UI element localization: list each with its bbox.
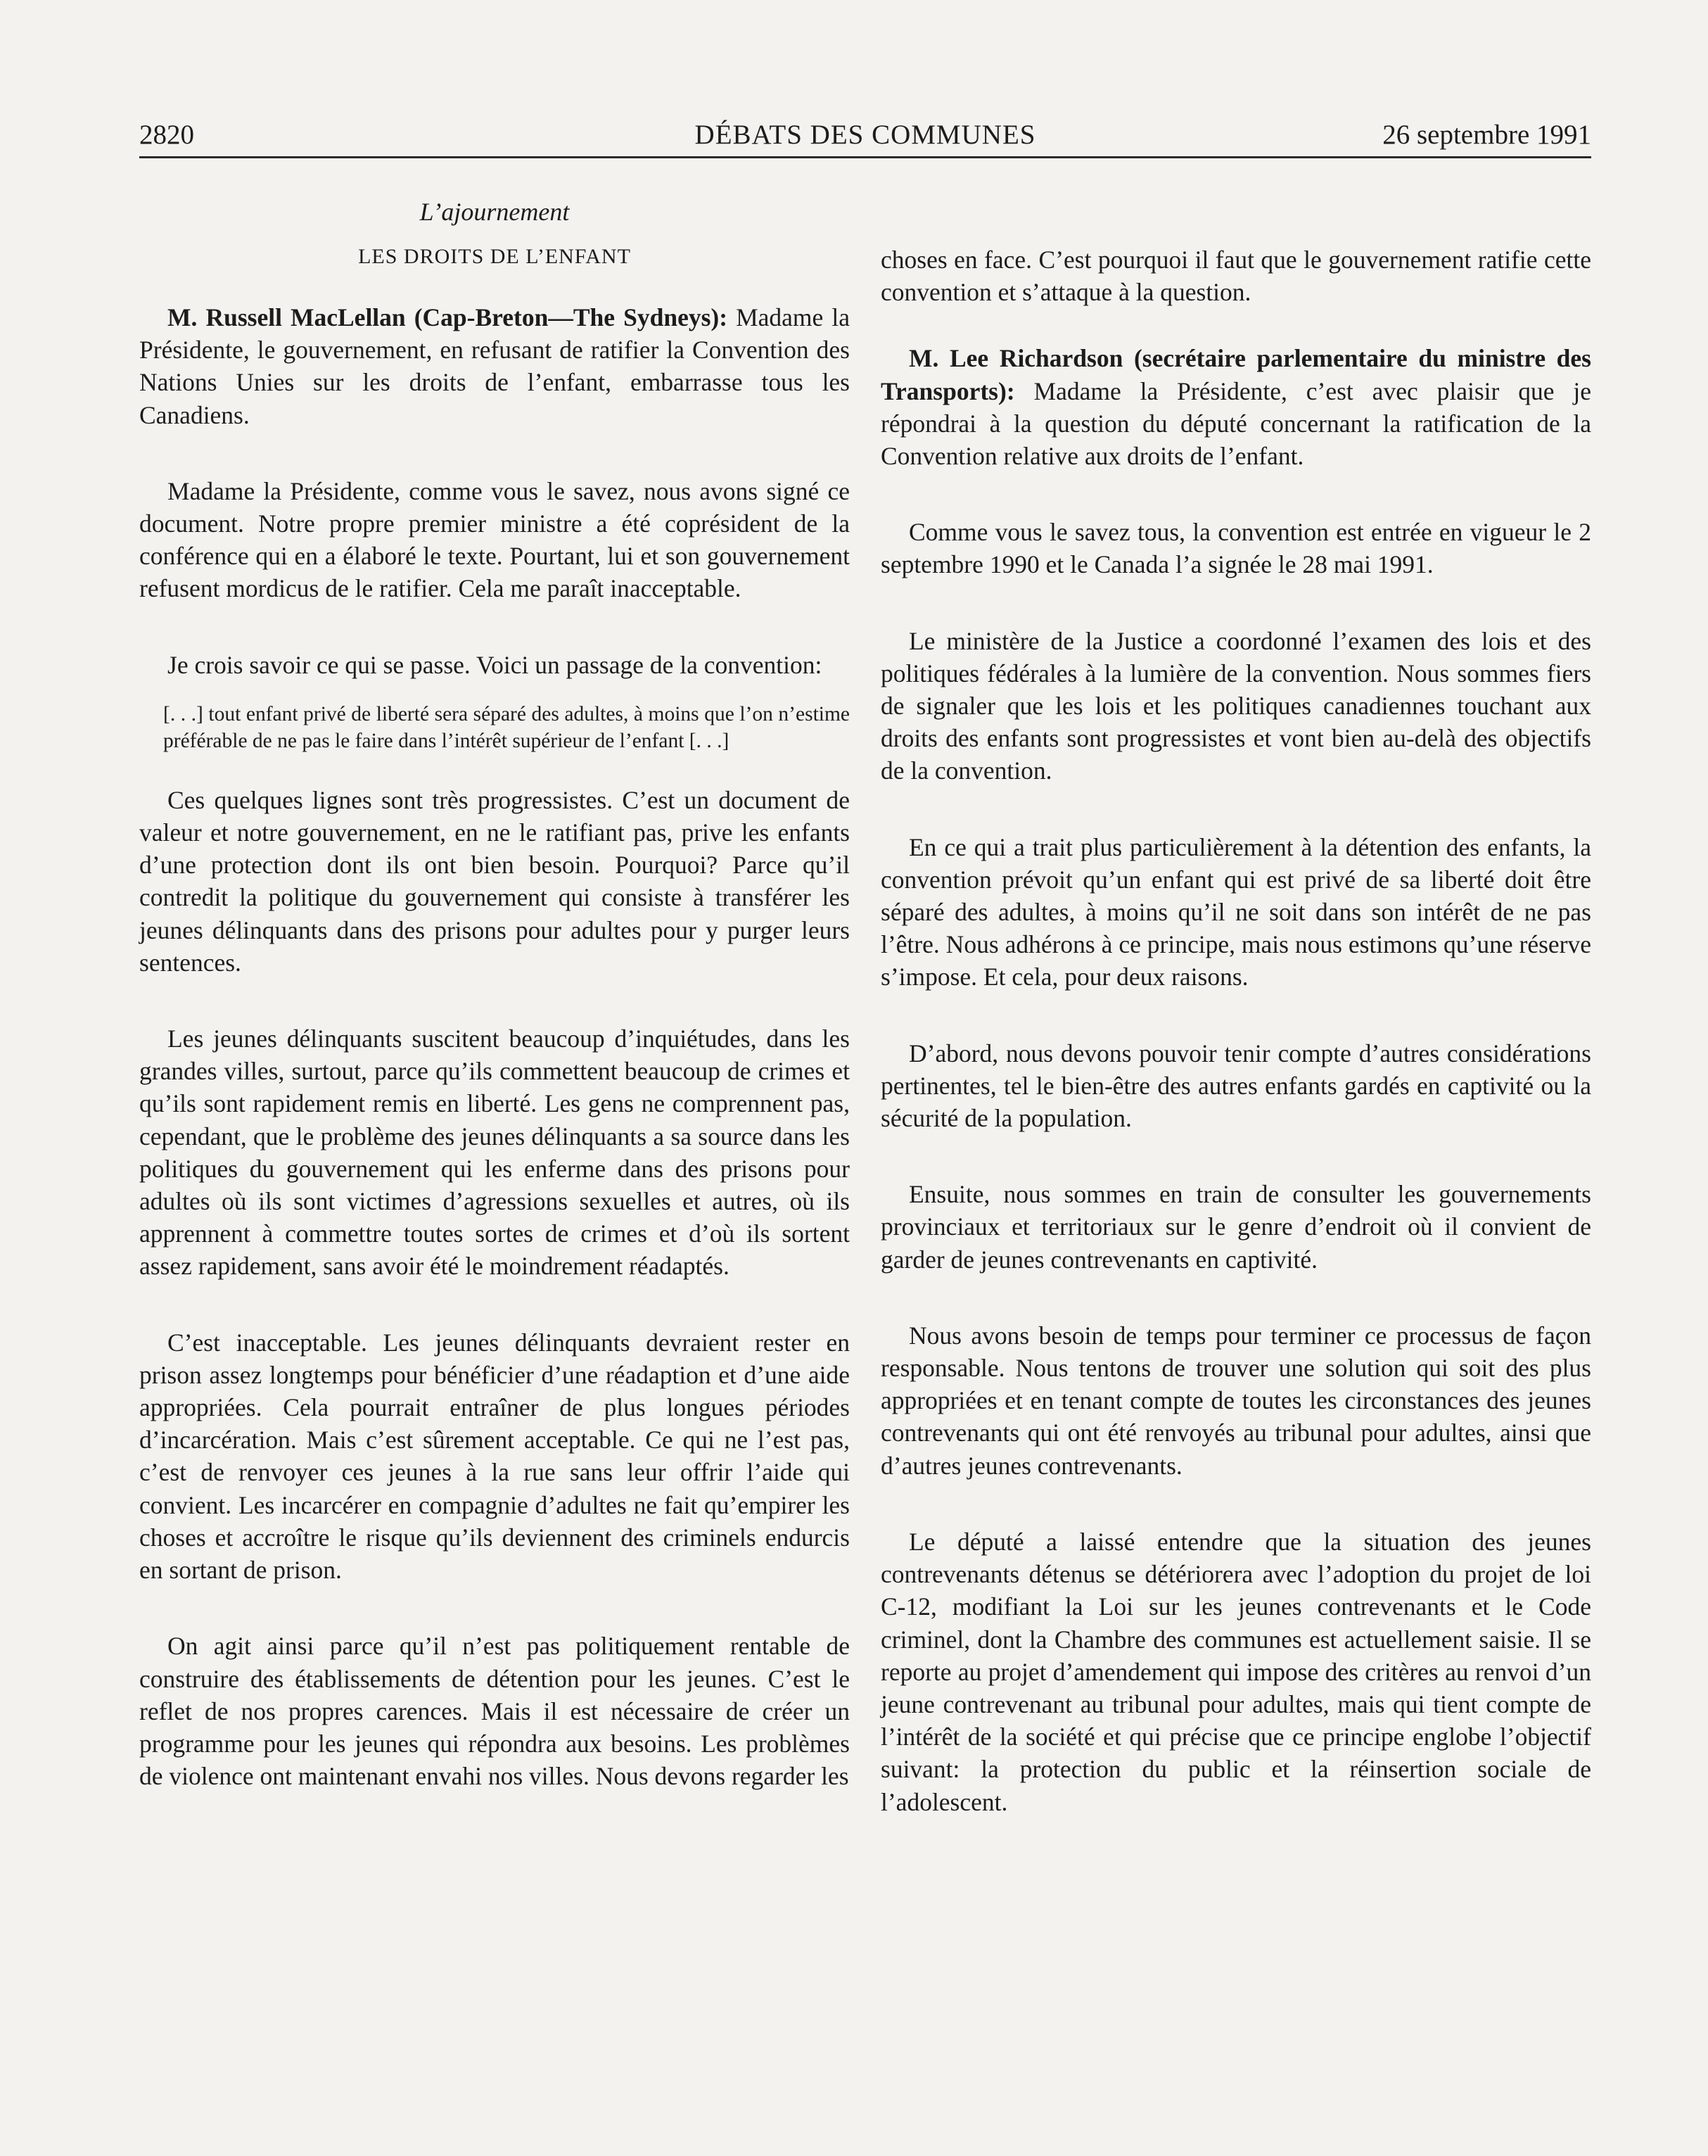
running-header (139, 116, 1591, 158)
paragraph: D’abord, nous devons pouvoir tenir compte d’autres considérations pertinentes, tel le bien-être des autres enfants gardés en captivité ou la sécurité de la population. (881, 1039, 1591, 1133)
section-subtitle: LES DROITS DE L’ENFANT (358, 245, 631, 268)
header-rule (139, 156, 1591, 158)
page-number: 2820 (139, 120, 194, 150)
paragraph: Madame la Présidente, comme vous le savez, nous avons signé ce document. Notre propre premier ministre a été coprésident de la conférence qui en a élaboré le texte. Pourtant, lui et son gouvernement refusent mordicus de le ratifier. Cela me paraît inacceptable. (139, 476, 850, 603)
paragraph: Ces quelques lignes sont très progressistes. C’est un document de valeur et notre gouvernement, en ne le ratifiant pas, prive les enfants d’une protection dont ils ont bien besoin. Pourquoi? Parce qu’il contredit la politique du gouvernement qui consiste à transférer les jeunes délinquants dans des prisons pour adultes pour y purger leurs sentences. (139, 785, 850, 977)
speaker-name: M. Russell MacLellan (Cap-Breton—The Sydneys): (167, 303, 728, 331)
paragraph (881, 342, 1591, 472)
issue-date: 26 septembre 1991 (1382, 120, 1591, 150)
paragraph: Le ministère de la Justice a coordonné l’examen des lois et des politiques fédérales à la lumière de la convention. Nous sommes fiers de signaler que les lois et les politiques canadiennes touchant aux droits des enfants sont progressistes et vont bien au-delà des objectifs de la convention. (881, 626, 1591, 785)
left-column (139, 196, 850, 1826)
speaker-name: M. Lee Richardson (secrétaire parlementaire du ministre des Transports): (881, 344, 1591, 405)
block-quote (163, 701, 850, 754)
quote-text: [. . .] tout enfant privé de liberté sera séparé des adultes, à moins que l’on n’estime préférable de ne pas le faire dans l’intérêt supérieur de l’enfant [. . .] (163, 702, 850, 752)
paragraph-text: Madame la Présidente, c’est avec plaisir que je répondrai à la question du député concernant la ratification de la Convention relative aux droits de l’enfant. (881, 376, 1591, 471)
paragraph: Les jeunes délinquants suscitent beaucoup d’inquiétudes, dans les grandes villes, surtout, parce qu’ils commettent beaucoup de crimes et qu’ils sont rapidement remis en liberté. Les gens ne comprennent pas, cependant, que le problème des jeunes délinquants a sa source dans les politiques du gouvernement qui les enferme dans des prisons pour adultes où ils sont victimes d’agressions sexuelles et autres, où ils apprennent à commettre toutes sortes de crimes et d’où ils sortent assez rapidement, sans avoir été le moindrement réadaptés. (139, 1025, 850, 1281)
paragraph: En ce qui a trait plus particulièrement à la détention des enfants, la convention prévoit qu’un enfant qui est privé de sa liberté doit être séparé des adultes, à moins qu’il ne soit dans son intérêt de ne pas l’être. Nous adhérons à ce principe, mais nous estimons qu’une réserve s’impose. Et cela, pour deux raisons. (881, 832, 1591, 991)
paragraph-text: Madame la Présidente, le gouvernement, en refusant de ratifier la Convention des Nations Unies sur les droits de l’enfant, embarrasse tous les Canadiens. (139, 303, 850, 429)
paragraph (139, 301, 850, 431)
paragraph-continued: choses en face. C’est pourquoi il faut que le gouvernement ratifie cette convention et s’attaque à la question. (881, 246, 1591, 307)
paragraph: C’est inacceptable. Les jeunes délinquants devraient rester en prison assez longtemps pour bénéficier d’une réadaption et d’une aide appropriées. Cela pourrait entraîner de plus longues périodes d’incarcération. Mais c’est sûrement acceptable. Ce qui ne l’est pas, c’est de renvoyer ces jeunes à la rue sans leur offrir l’aide qui convient. Les incarcérer en compagnie d’adultes ne fait qu’empirer les choses et accroître le risque qu’ils deviennent des criminels endurcis en sortant de prison. (139, 1328, 850, 1585)
paragraph: Comme vous le savez tous, la convention est entrée en vigueur le 2 septembre 1990 et le Canada l’a signée le 28 mai 1991. (881, 518, 1591, 579)
right-column (881, 243, 1591, 1852)
journal-title: DÉBATS DES COMMUNES (694, 120, 1036, 150)
paragraph: Nous avons besoin de temps pour terminer ce processus de façon responsable. Nous tentons de trouver une solution qui soit des plus appropriées et en tenant compte de toutes les circonstances des jeunes contrevenants qui ont été renvoyés au tribunal pour adultes, ainsi que d’autres jeunes contrevenants. (881, 1321, 1591, 1480)
paragraph: Ensuite, nous sommes en train de consulter les gouvernements provinciaux et territoriaux sur le genre d’endroit où il convient de garder de jeunes contrevenants en captivité. (881, 1180, 1591, 1274)
paragraph: Je crois savoir ce qui se passe. Voici un passage de la convention: (167, 650, 822, 679)
section-title: L’ajournement (419, 198, 570, 226)
paragraph: Le député a laissé entendre que la situation des jeunes contrevenants détenus se détériorera avec l’adoption du projet de loi C-12, modifiant la Loi sur les jeunes contrevenants et le Code criminel, dont la Chambre des communes est actuellement saisie. Il se reporte au projet d’amendement qui impose des critères au renvoi d’un jeune contrevenant au tribunal pour adultes, mais qui tient compte de l’intérêt de la société et qui précise que ce principe englobe l’objectif suivant: la protection du public et la réinsertion sociale de l’adolescent. (881, 1527, 1591, 1816)
paragraph: On agit ainsi parce qu’il n’est pas politiquement rentable de construire des établissements de détention pour les jeunes. C’est le reflet de nos propres carences. Mais il est nécessaire de créer un programme pour les jeunes qui répondra aux besoins. Les problèmes de violence ont maintenant envahi nos villes. Nous devons regarder les (139, 1632, 850, 1791)
